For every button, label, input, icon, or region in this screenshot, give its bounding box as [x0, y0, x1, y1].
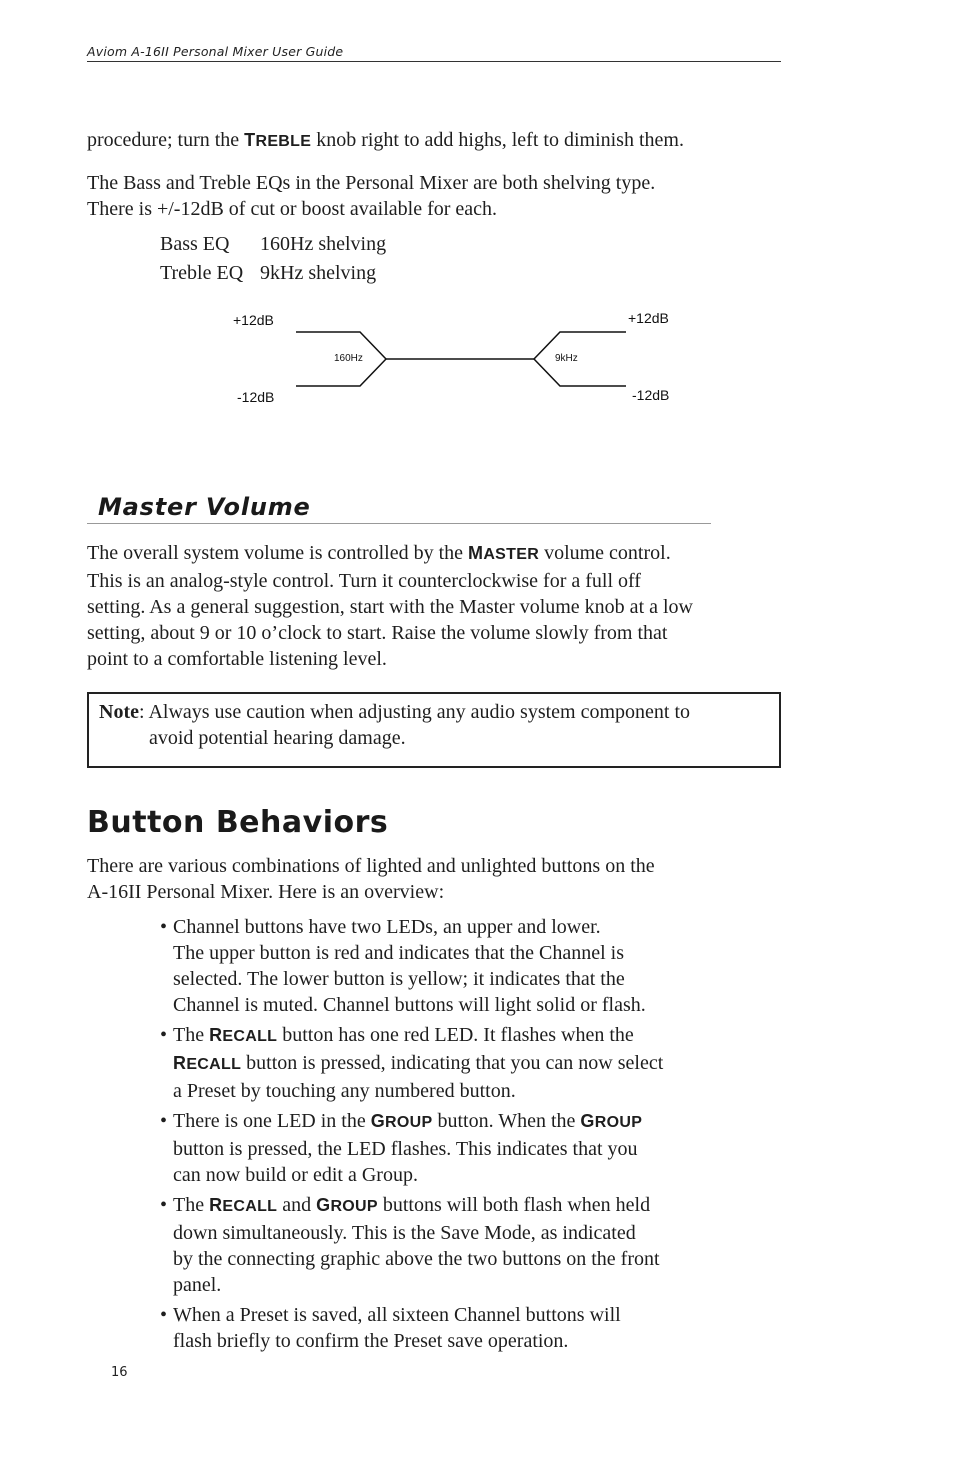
treble-shelf-curve — [534, 332, 626, 386]
treble-minus-label: -12dB — [632, 387, 670, 403]
list-item: • Channel buttons have two LEDs, an upper and lower. The upper button is red and indicates that the Channel is selected. The lower button is yellow; it indicates that the Channel is muted. Channel buttons will light solid or flash. — [160, 916, 646, 1016]
treble-plus-label: +12dB — [628, 310, 669, 326]
master-volume-paragraph: The overall system volume is controlled by the MASTER volume control. This is an analog-style control. Turn it counterclockwise for a full off setting. As a general suggestion, start with the Master volume knob at a low setting, about 9 or 10 o’clock to start. Raise the volume slowly from that point to a comfortable listening level. — [87, 542, 693, 670]
button-behaviors-list — [160, 914, 740, 1358]
treble-smallcaps: TREBLE — [244, 130, 312, 150]
treble-freq-label: 9kHz — [555, 353, 578, 364]
intro-paragraph-1: procedure; turn the TREBLE knob right to add highs, left to diminish them. — [87, 129, 684, 151]
header-rule — [87, 61, 781, 62]
list-item: • The RECALL and GROUP buttons will both flash when held down simultaneously. This is the Save Mode, as indicated by the connecting graphic above the two buttons on the front panel. — [160, 1194, 660, 1296]
note-label: Note — [99, 701, 139, 723]
note-box — [87, 692, 781, 768]
eq-row-treble: Treble EQ 9kHz shelving — [160, 262, 377, 284]
note-text: Note: Always use caution when adjusting any audio system component to avoid potential hearing damage. — [99, 701, 691, 749]
intro-paragraph-2: The Bass and Treble EQs in the Personal Mixer are both shelving type. There is +/-12dB of cut or boost available for each. — [87, 172, 656, 220]
page-number: 16 — [111, 1365, 128, 1380]
master-volume-rule — [87, 523, 711, 524]
button-behaviors-heading: Button Behaviors — [87, 805, 389, 840]
eq-row-bass: Bass EQ 160Hz shelving — [160, 233, 387, 255]
running-header: Aviom A-16II Personal Mixer User Guide — [87, 44, 344, 59]
button-behaviors-intro: There are various combinations of lighted and unlighted buttons on the A-16II Personal Mixer. Here is an overview: — [87, 855, 655, 903]
list-item: • The RECALL button has one red LED. It flashes when the RECALL button is pressed, indicating that you can now select a Preset by touching any numbered button. — [160, 1024, 664, 1102]
list-item: • When a Preset is saved, all sixteen Channel buttons will flash briefly to confirm the Preset save operation. — [160, 1304, 621, 1352]
bass-freq-label: 160Hz — [334, 353, 363, 364]
eq-spec-table — [160, 231, 386, 289]
list-item: • There is one LED in the GROUP button. When the GROUP button is pressed, the LED flashes. This indicates that you can now build or edit a Group. — [160, 1110, 643, 1186]
bass-minus-label: -12dB — [237, 389, 275, 405]
master-smallcaps: MASTER — [468, 543, 540, 563]
master-volume-heading: Master Volume — [98, 493, 311, 521]
eq-shelving-diagram — [220, 300, 700, 420]
bass-plus-label: +12dB — [233, 312, 274, 328]
